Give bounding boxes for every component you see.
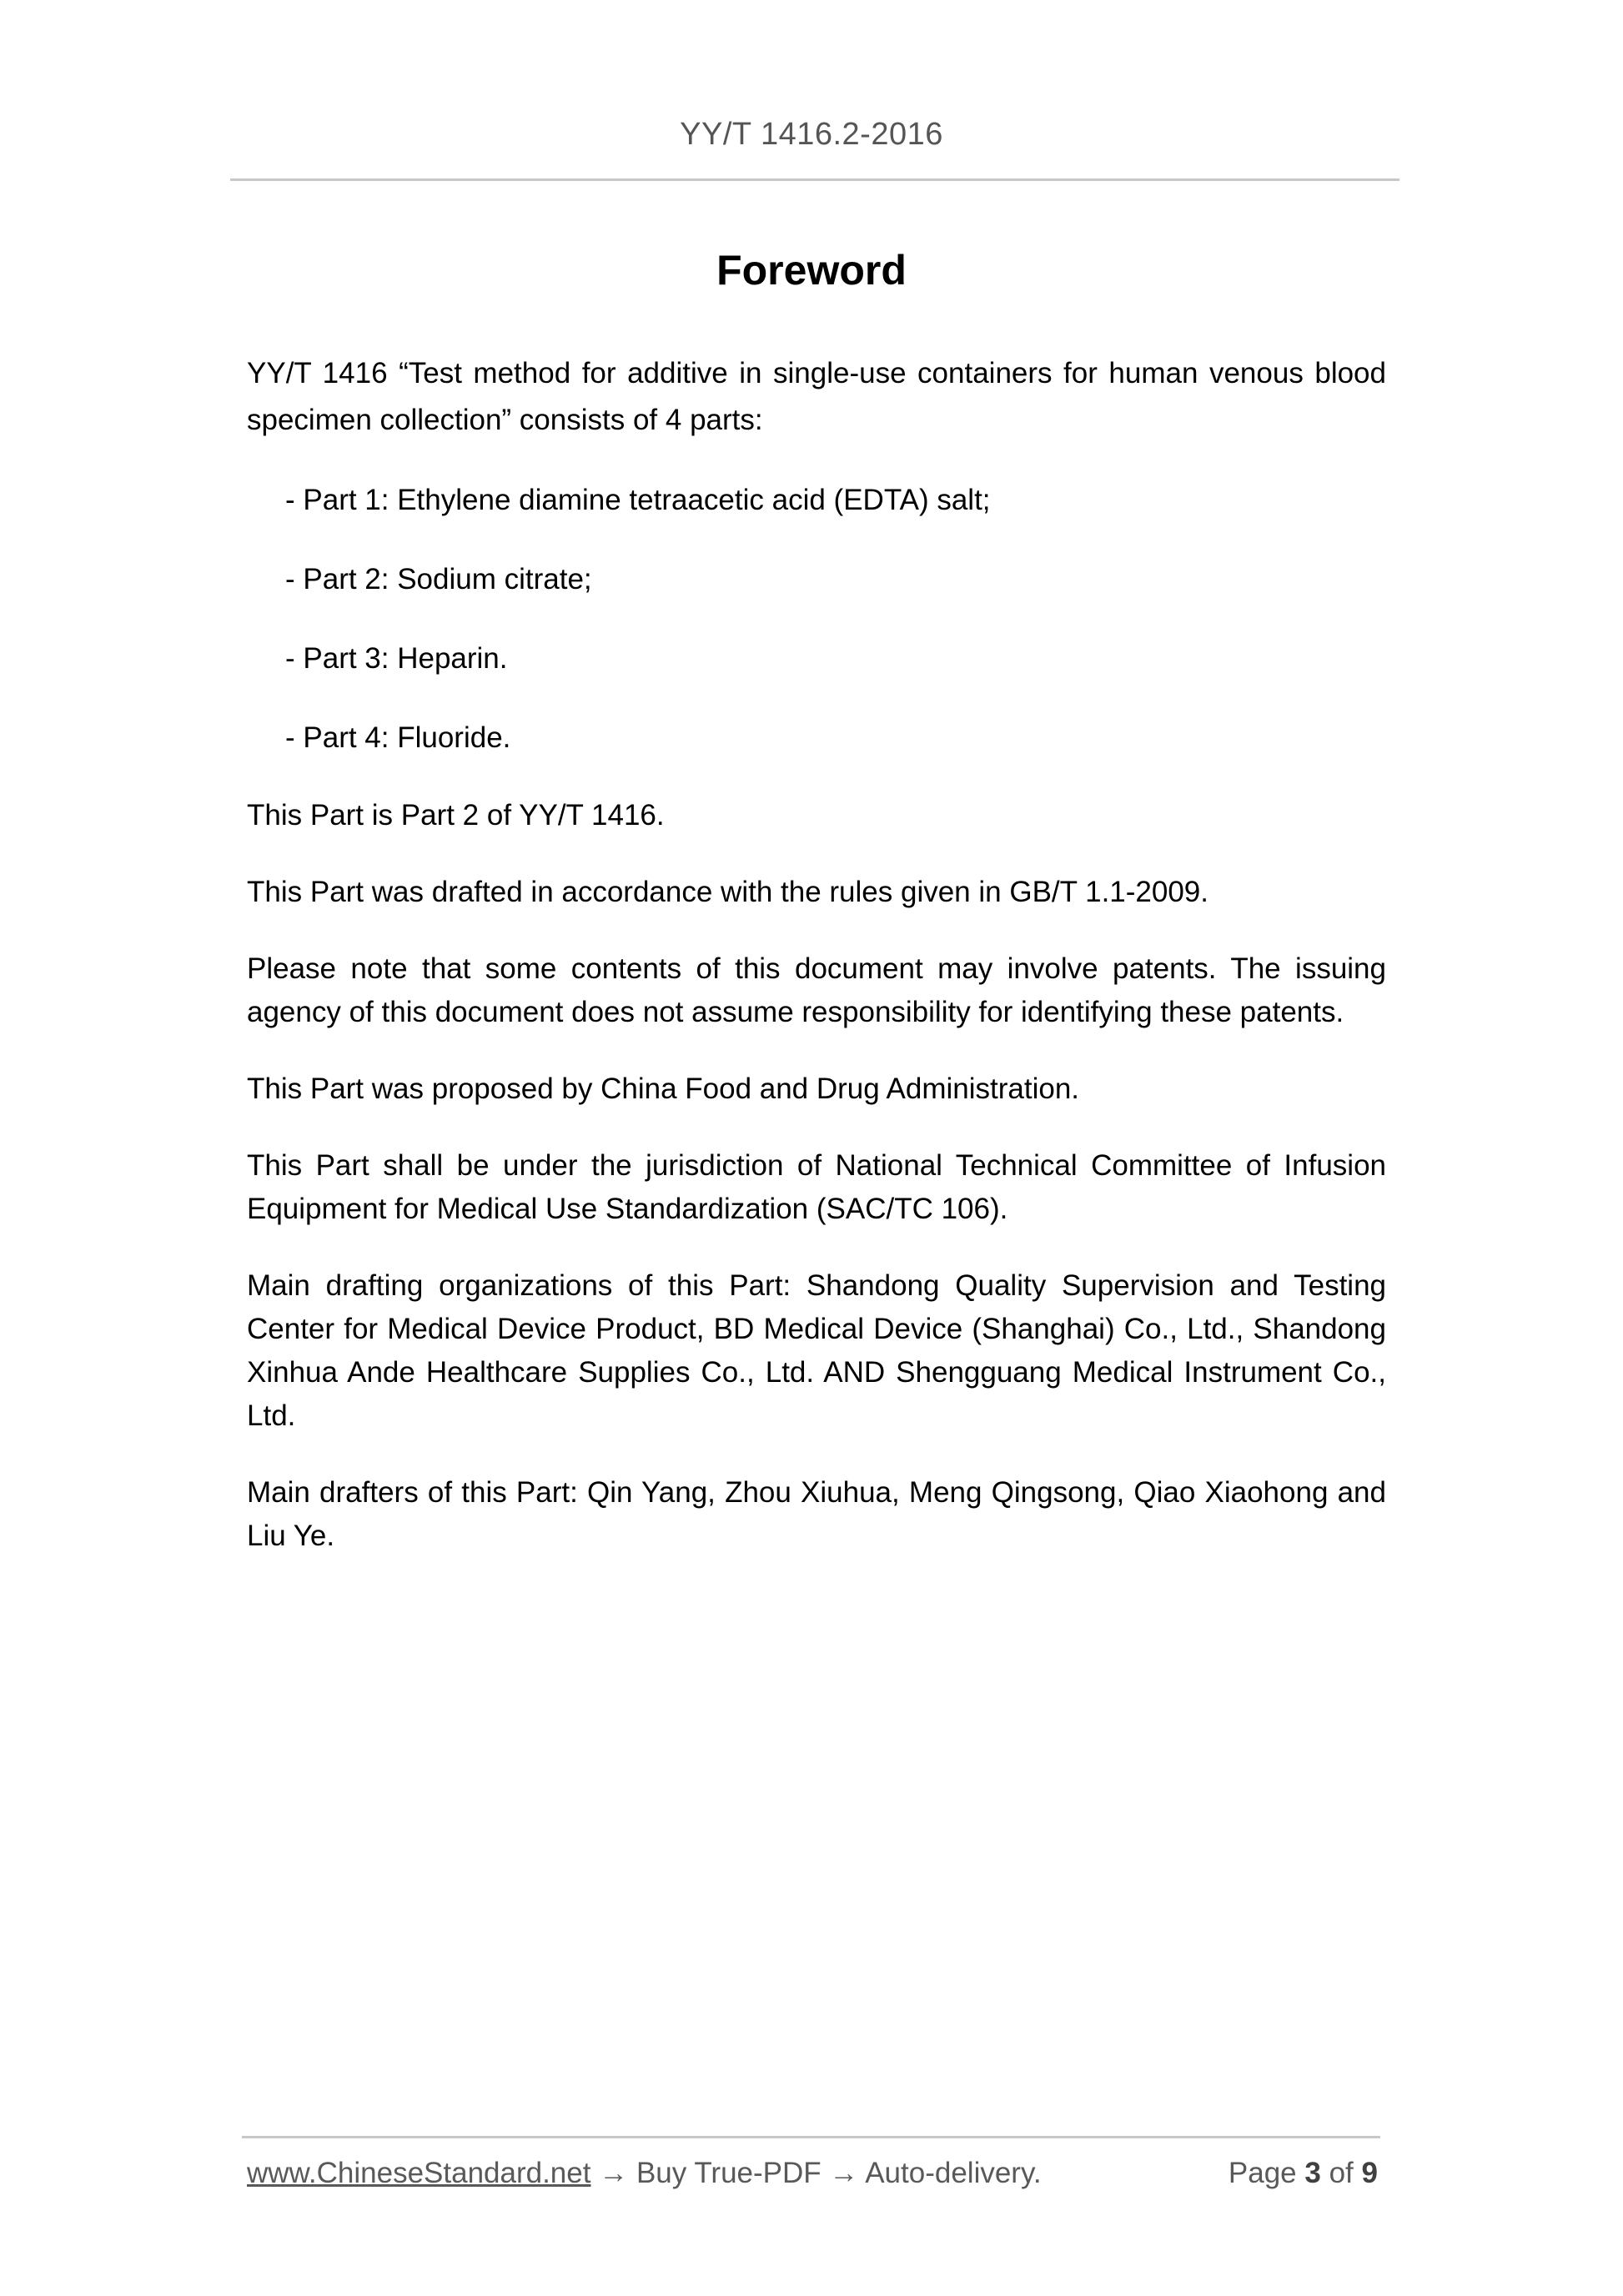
paragraph-drafting-organizations: Main drafting organizations of this Part: Shandong Quality Supervision and Testing Center for Medical Device Product, BD Medical Device (Shanghai) Co., Ltd., Shandong Xinhua Ande Healthcare Supplies Co., Ltd. AND Shengguang Medical Instrument Co., Ltd.	[247, 1269, 1386, 1432]
page-title: Foreword	[716, 247, 907, 294]
footer-website-link[interactable]: www.ChineseStandard.net	[247, 2157, 591, 2189]
arrow-right-icon: →	[599, 2157, 629, 2189]
footer-delivery-text: Auto-delivery.	[865, 2157, 1042, 2189]
paragraph-part-number: This Part is Part 2 of YY/T 1416.	[247, 799, 665, 831]
paragraph-proposed-by: This Part was proposed by China Food and Drug Administration.	[247, 1073, 1080, 1105]
page-number	[1229, 2157, 1378, 2190]
arrow-right-icon: →	[829, 2157, 859, 2189]
paragraph-drafters: Main drafters of this Part: Qin Yang, Zhou Xiuhua, Meng Qingsong, Qiao Xiaohong and Liu Ye.	[247, 1476, 1386, 1552]
header-divider	[230, 178, 1399, 181]
footer-buy-text: Buy True-PDF	[636, 2157, 822, 2189]
page-total: 9	[1361, 2157, 1378, 2189]
foreword-body	[247, 350, 1386, 1591]
footer-divider	[242, 2136, 1380, 2138]
intro-paragraph: YY/T 1416 “Test method for additive in single-use containers for human venous blood specimen collection” consists of 4 parts:	[247, 357, 1386, 436]
part-list-item-3: - Part 3: Heparin.	[285, 642, 508, 675]
part-list-item-2: - Part 2: Sodium citrate;	[285, 563, 592, 595]
paragraph-jurisdiction: This Part shall be under the jurisdiction of National Technical Committee of Infusion Equipment for Medical Use Standardization (SAC/TC 106).	[247, 1149, 1386, 1225]
page-of-label: of	[1329, 2157, 1354, 2189]
footer-promo	[247, 2157, 1042, 2190]
part-list-item-4: - Part 4: Fluoride.	[285, 721, 511, 754]
page-header-doc-code: YY/T 1416.2-2016	[680, 117, 943, 152]
page-label: Page	[1228, 2157, 1297, 2189]
part-list-item-1: - Part 1: Ethylene diamine tetraacetic acid (EDTA) salt;	[285, 484, 991, 516]
paragraph-drafting-rules: This Part was drafted in accordance with the rules given in GB/T 1.1-2009.	[247, 876, 1209, 908]
paragraph-patent-notice: Please note that some contents of this document may involve patents. The issuing agency of this document does not assume responsibility for identifying these patents.	[247, 952, 1386, 1028]
page-current: 3	[1304, 2157, 1321, 2189]
